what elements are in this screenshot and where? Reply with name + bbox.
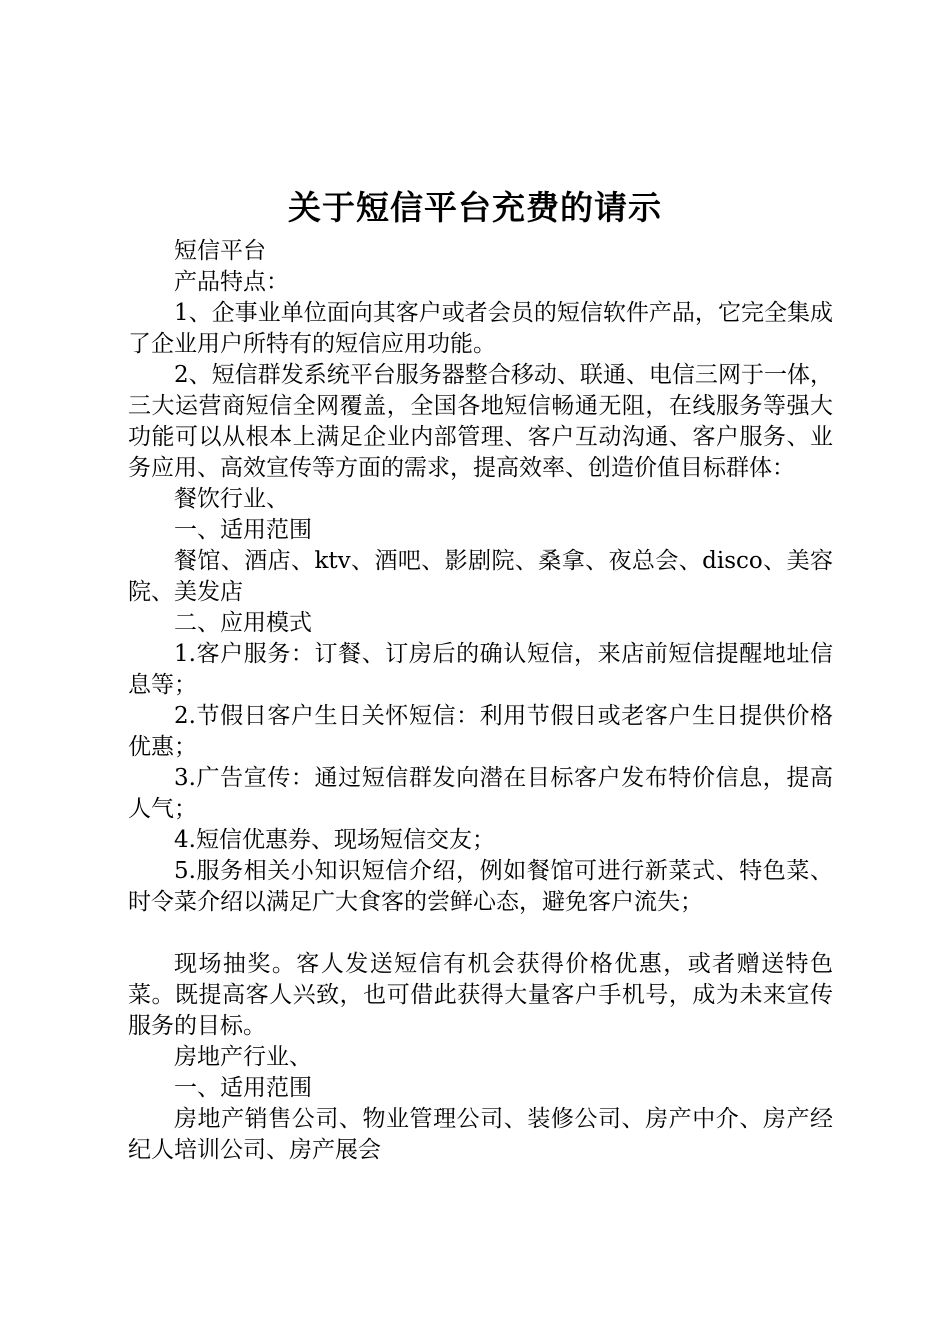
paragraph: 短信平台	[174, 238, 266, 264]
paragraph: 一、适用范围	[174, 517, 312, 543]
paragraph: 2.节假日客户生日关怀短信：利用节假日或老客户生日提供价格优惠；	[128, 703, 833, 760]
paragraph: 房地产销售公司、物业管理公司、装修公司、房产中介、房产经纪人培训公司、房产展会	[128, 1106, 833, 1163]
paragraph: 1.客户服务：订餐、订房后的确认短信，来店前短信提醒地址信息等；	[128, 641, 833, 698]
paragraph: 餐馆、酒店、ktv、酒吧、影剧院、桑拿、夜总会、disco、美容院、美发店	[128, 548, 833, 605]
paragraph: 2、短信群发系统平台服务器整合移动、联通、电信三网于一体，三大运营商短信全网覆盖，全国各地短信畅通无阻，在线服务等强大功能可以从根本上满足企业内部管理、客户互动沟通、客户服务、业务应用、高效宣传等方面的需求，提高效率、创造价值目标群体：	[128, 362, 833, 481]
paragraph: 1、企事业单位面向其客户或者会员的短信软件产品，它完全集成了企业用户所特有的短信应用功能。	[128, 300, 833, 357]
document-body	[128, 236, 833, 1166]
blank-line	[128, 918, 833, 949]
document-title: 关于短信平台充费的请示	[288, 188, 662, 227]
paragraph: 产品特点：	[174, 269, 289, 295]
paragraph: 二、应用模式	[174, 610, 312, 636]
paragraph: 餐饮行业、	[174, 486, 289, 512]
paragraph: 现场抽奖。客人发送短信有机会获得价格优惠，或者赠送特色菜。既提高客人兴致，也可借此获得大量客户手机号，成为未来宣传服务的目标。	[128, 951, 833, 1039]
paragraph: 一、适用范围	[174, 1075, 312, 1101]
paragraph: 房地产行业、	[174, 1044, 312, 1070]
paragraph: 4.短信优惠券、现场短信交友；	[174, 827, 495, 853]
paragraph: 3.广告宣传：通过短信群发向潜在目标客户发布特价信息，提高人气；	[128, 765, 833, 822]
paragraph: 5.服务相关小知识短信介绍，例如餐馆可进行新菜式、特色菜、时令菜介绍以满足广大食客的尝鲜心态，避免客户流失；	[128, 858, 833, 915]
